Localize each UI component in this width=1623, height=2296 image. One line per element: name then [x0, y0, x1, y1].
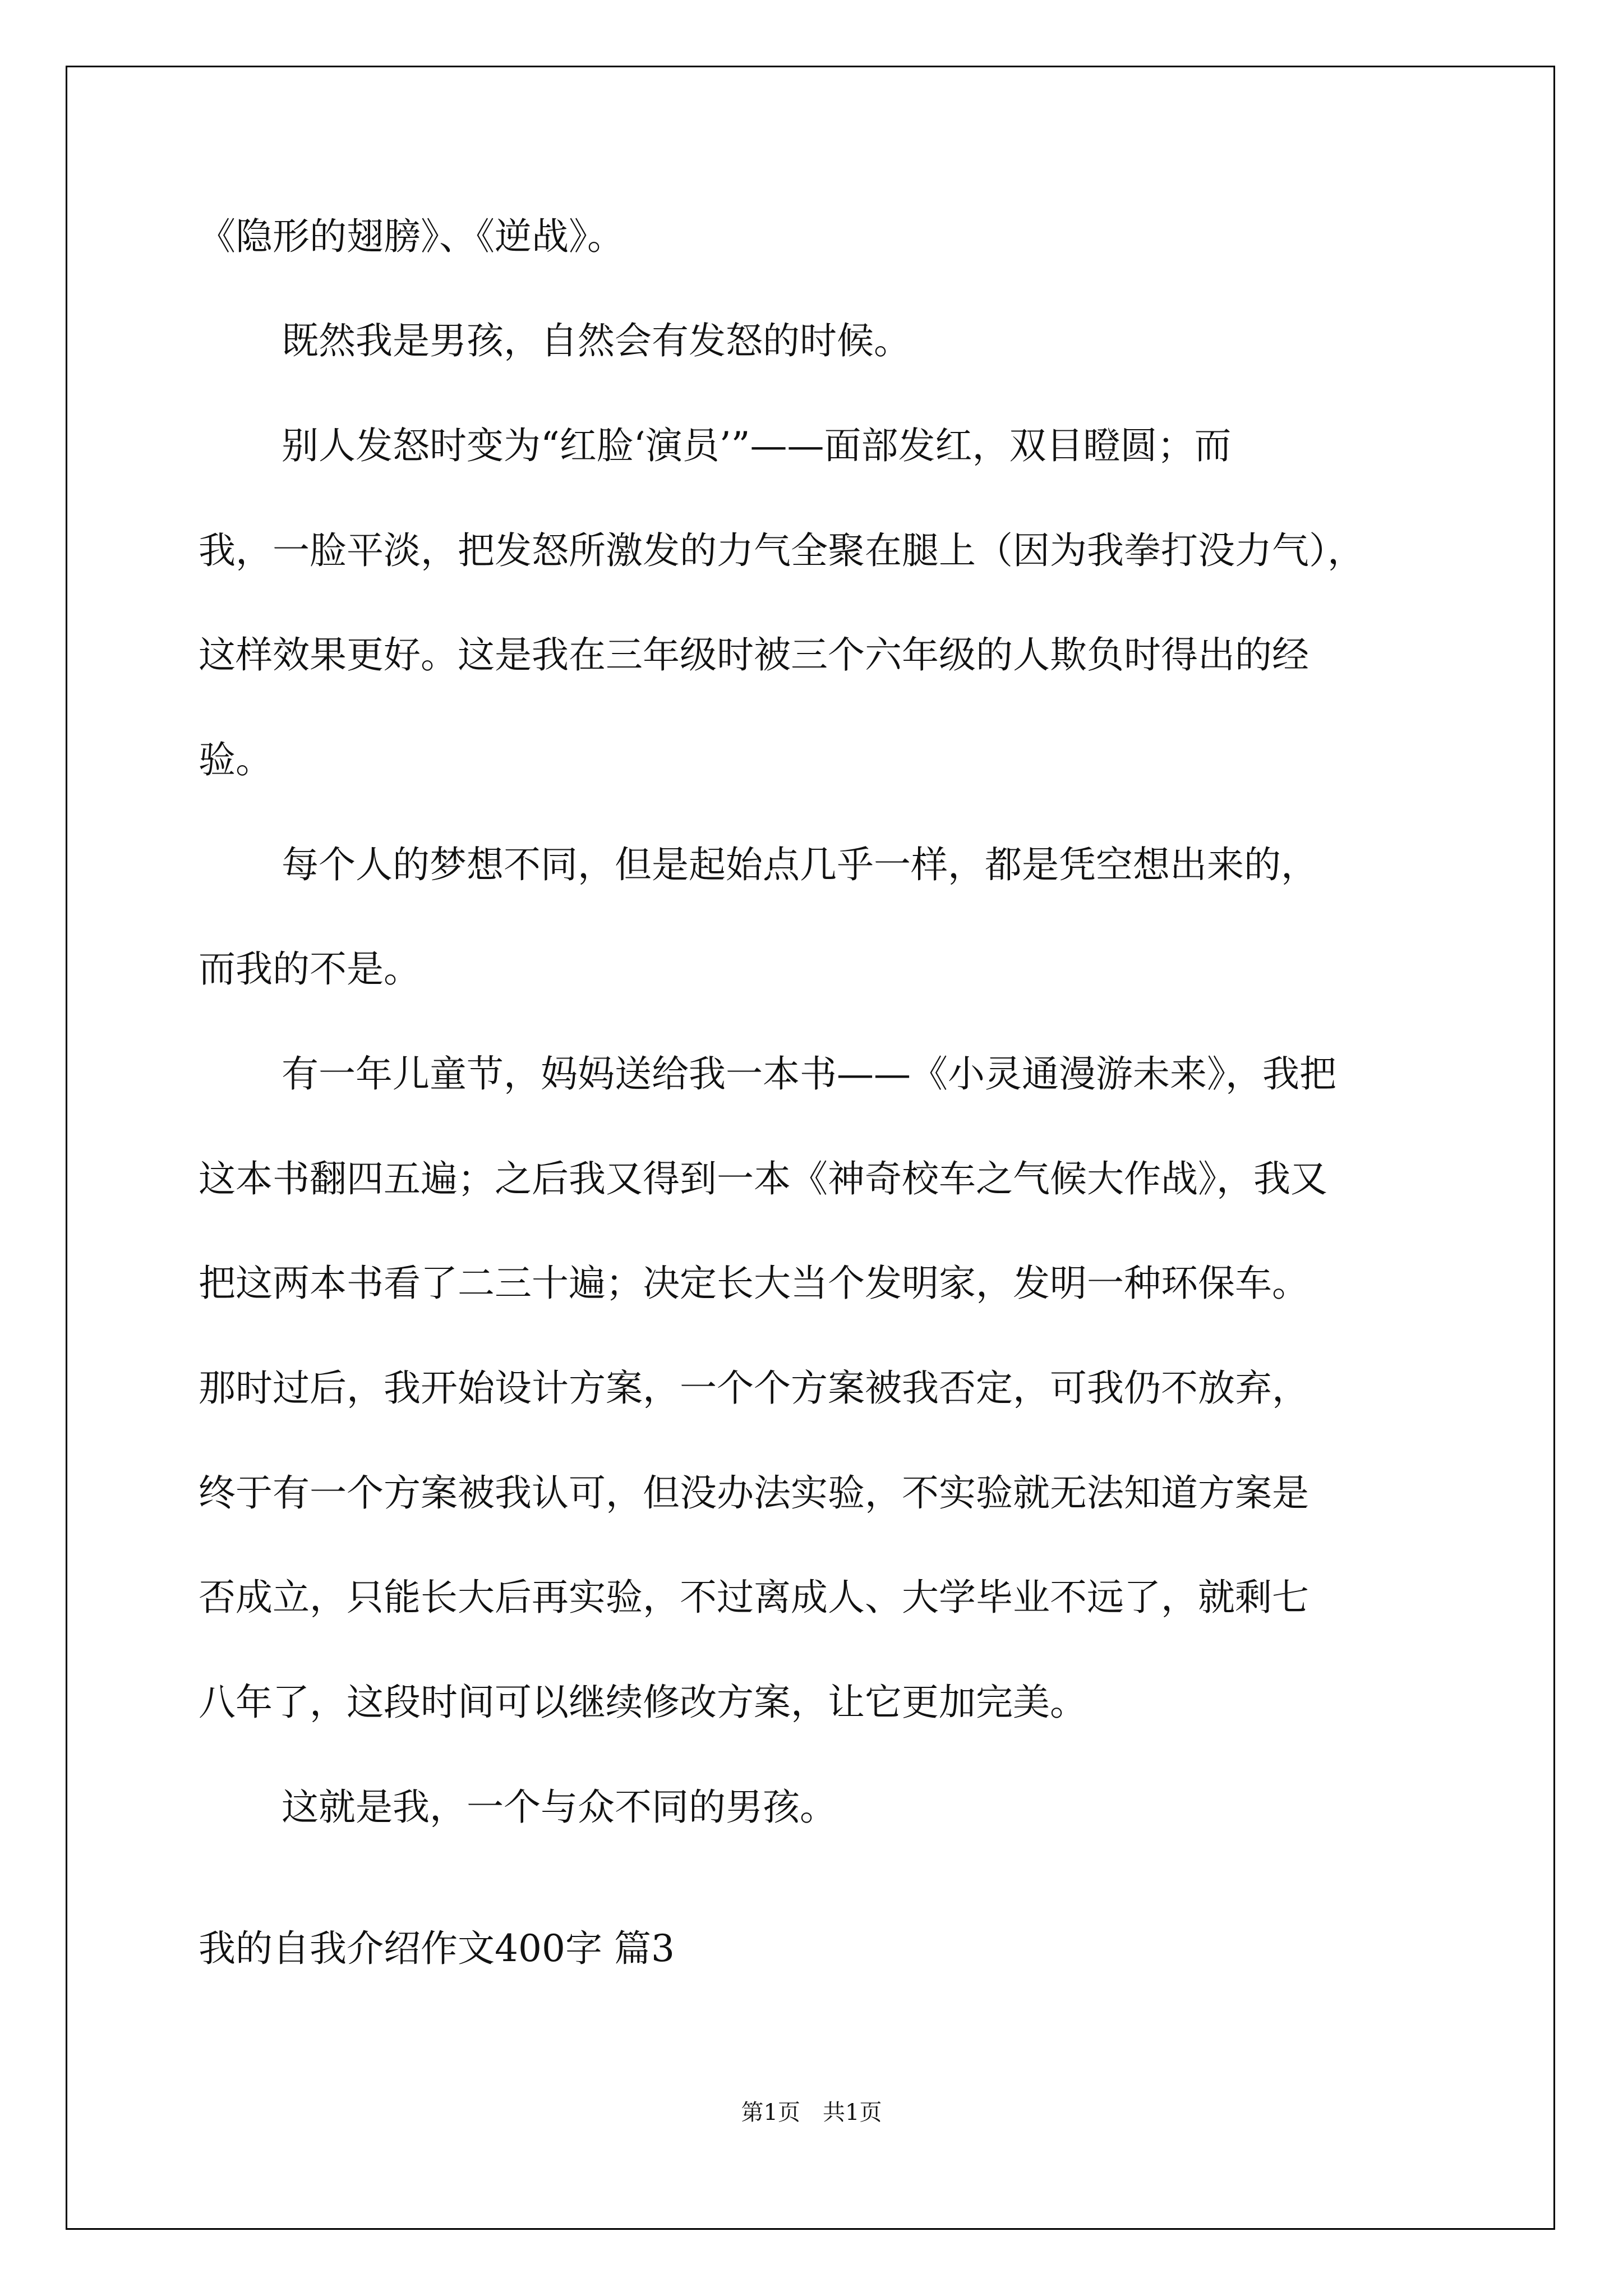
text-line: 这本书翻四五遍；之后我又得到一本《神奇校车之气候大作战》，我又 [199, 1157, 1327, 1200]
text-line: 我，一脸平淡，把发怒所激发的力气全聚在腿上（因为我拳打没力气）， [199, 529, 1364, 572]
section-heading: 我的自我介绍作文400字 篇3 [199, 1927, 675, 1970]
paragraph-first-line: 每个人的梦想不同，但是起始点几乎一样，都是凭空想出来的， [282, 843, 1318, 886]
page-footer: 第1页 共1页 [741, 2100, 882, 2125]
text-line: 验。 [199, 738, 273, 781]
paragraph-first-line: 既然我是男孩，自然会有发怒的时候。 [282, 319, 911, 362]
text-line: 八年了，这段时间可以继续修改方案，让它更加完美。 [199, 1681, 1087, 1724]
text-line: 那时过后，我开始设计方案，一个个方案被我否定，可我仍不放弃， [199, 1366, 1309, 1410]
page-border [66, 66, 1555, 2230]
paragraph-first-line: 这就是我，一个与众不同的男孩。 [282, 1786, 837, 1829]
text-line: 《隐形的翅膀》、《逆战》。 [199, 215, 624, 258]
text-line: 而我的不是。 [199, 947, 421, 991]
paragraph-first-line: 有一年儿童节，妈妈送给我一本书——《小灵通漫游未来》，我把 [282, 1052, 1336, 1096]
text-line: 终于有一个方案被我认可，但没办法实验，不实验就无法知道方案是 [199, 1471, 1309, 1515]
text-line: 把这两本书看了二三十遍；决定长大当个发明家，发明一种环保车。 [199, 1262, 1309, 1305]
paragraph-first-line: 别人发怒时变为“红脸‘演员’”——面部发红，双目瞪圆；而 [282, 424, 1232, 467]
text-line: 否成立，只能长大后再实验，不过离成人、大学毕业不远了，就剩七 [199, 1576, 1309, 1619]
text-line: 这样效果更好。这是我在三年级时被三个六年级的人欺负时得出的经 [199, 633, 1309, 677]
